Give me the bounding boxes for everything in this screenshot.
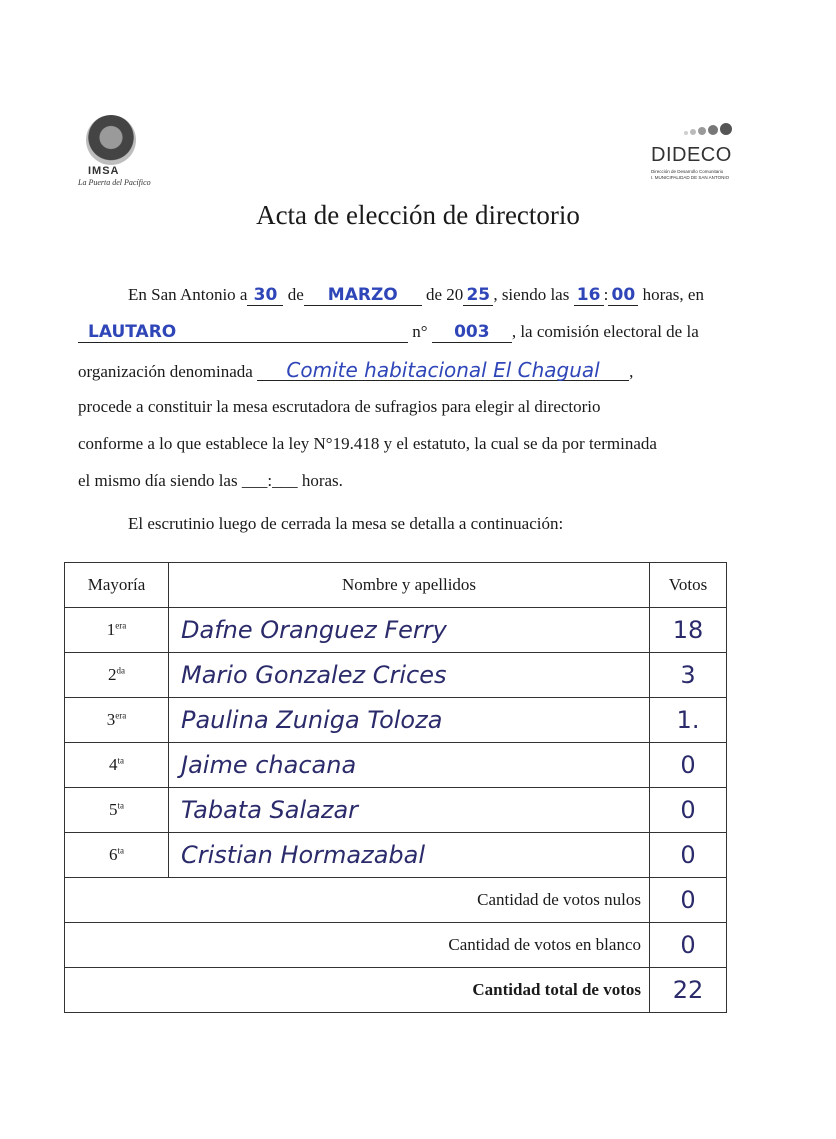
number-field: 003: [432, 322, 512, 343]
rank: 6: [109, 845, 118, 864]
candidate-name: Mario Gonzalez Crices: [169, 653, 650, 698]
table-header-row: [65, 563, 727, 608]
dideco-logo: [648, 122, 748, 192]
rank: 3: [106, 710, 116, 729]
table-row: $1^{era}$ Dafne Oranguez Ferry 18: [65, 608, 727, 653]
day-field: 30: [247, 285, 283, 306]
rank: 4: [109, 755, 118, 774]
table-row: $2^{da}$ Mario Gonzalez Crices 3: [65, 653, 727, 698]
intro-line-2: LAUTARO n° 003 , la comisión electoral de la: [78, 322, 699, 343]
table-row: $6^{ta}$ Cristian Hormazabal 0: [65, 833, 727, 878]
dideco-subtitle-2: I. MUNICIPALIDAD DE SAN ANTONIO: [651, 175, 730, 180]
candidate-votes: 0: [650, 833, 727, 878]
imsa-logo-text: IMSA: [88, 165, 120, 177]
nulos-row: [65, 878, 727, 923]
table-row: $4^{ta}$ Jaime chacana 0: [65, 743, 727, 788]
minute-field: 00: [608, 285, 638, 306]
results-table: [64, 562, 727, 1013]
header-mayoria: Mayoría: [65, 563, 169, 608]
candidate-votes: 18: [650, 608, 727, 653]
dots-icon: [684, 122, 734, 140]
intro-line-3: organización denominada Comite habitacional El Chagual ,: [78, 358, 634, 382]
place-field: LAUTARO: [78, 322, 408, 343]
intro-line-7: El escrutinio luego de cerrada la mesa se detalla a continuación:: [128, 514, 564, 533]
organization-field: Comite habitacional El Chagual: [257, 360, 629, 381]
blanco-votes: 0: [650, 923, 727, 968]
candidate-votes: 1.: [650, 698, 727, 743]
candidate-name: Jaime chacana: [169, 743, 650, 788]
candidate-name: Tabata Salazar: [169, 788, 650, 833]
document-title: Acta de elección de directorio: [256, 200, 580, 230]
rank: 2: [108, 665, 117, 684]
candidate-votes: 0: [650, 743, 727, 788]
dideco-subtitle: Dirección de Desarrollo Comunitario: [651, 169, 724, 174]
total-row: [65, 968, 727, 1013]
intro-line-4: procede a constituir la mesa escrutadora de sufragios para elegir al directorio: [78, 397, 601, 416]
blanco-label: Cantidad de votos en blanco: [65, 923, 650, 968]
table-row: $5^{ta}$ Tabata Salazar 0: [65, 788, 727, 833]
month-field: MARZO: [304, 285, 422, 306]
blanco-row: [65, 923, 727, 968]
total-label: Cantidad total de votos: [65, 968, 650, 1013]
nulos-label: Cantidad de votos nulos: [65, 878, 650, 923]
imsa-logo: [80, 115, 180, 195]
candidate-name: Cristian Hormazabal: [169, 833, 650, 878]
hour-field: 16: [574, 285, 604, 306]
end-time-blank: ___:___: [241, 471, 298, 490]
year-field: 25: [463, 285, 493, 306]
imsa-tagline: La Puerta del Pacífico: [78, 178, 151, 187]
candidate-votes: 3: [650, 653, 727, 698]
nulos-votes: 0: [650, 878, 727, 923]
rank: 1: [106, 620, 116, 639]
table-row: $3^{era}$ Paulina Zuniga Toloza 1.: [65, 698, 727, 743]
rank: 5: [109, 800, 118, 819]
intro-line-5: conforme a lo que establece la ley N°19.418 y el estatuto, la cual se da por terminada: [78, 434, 657, 453]
intro-line-6: el mismo día siendo las ___:___ horas.: [78, 471, 343, 490]
candidate-name: Paulina Zuniga Toloza: [169, 698, 650, 743]
dideco-logo-text: DIDECO: [651, 144, 732, 166]
intro-line-1: En San Antonio a 30 de MARZO de 20 25 , siendo las 16 : 00 horas, en: [128, 285, 704, 305]
header-nombre: Nombre y apellidos: [169, 563, 650, 608]
municipal-seal-icon: [86, 115, 136, 165]
total-votes: 22: [650, 968, 727, 1013]
candidate-votes: 0: [650, 788, 727, 833]
candidate-name: Dafne Oranguez Ferry: [169, 608, 650, 653]
header-votos: Votos: [650, 563, 727, 608]
